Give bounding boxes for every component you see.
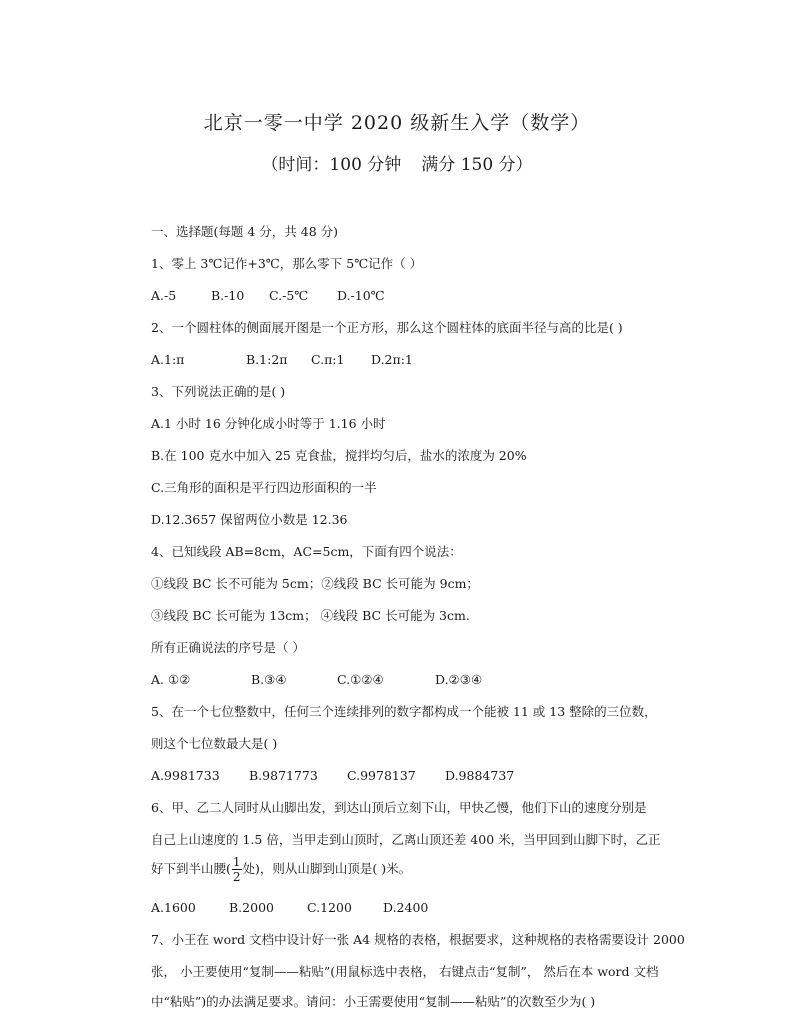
- exam-subtitle: [0, 150, 794, 175]
- option-b: B.-10: [211, 288, 245, 303]
- option-c: C.9978137: [347, 768, 416, 783]
- option-c: C.1200: [307, 900, 352, 915]
- fraction-one-half: [232, 856, 242, 883]
- option-d: D.-10℃: [337, 288, 385, 303]
- option-c: C.-5℃: [269, 288, 309, 303]
- option-a: A.-5: [151, 288, 177, 303]
- option-d: D.②③④: [435, 672, 483, 687]
- question-3-option-c: C.三角形的面积是平行四边形面积的一半: [151, 480, 377, 495]
- question-4-prompt: 所有正确说法的序号是（ ）: [151, 640, 305, 655]
- question-2-stem: 2、一个圆柱体的侧面展开图是一个正方形，那么这个圆柱体的底面半径与高的比是( ): [151, 320, 623, 335]
- question-4-statement-1: ①线段 BC 长不可能为 5cm；②线段 BC 长可能为 9cm；: [151, 576, 479, 591]
- question-7-stem-cont: 张， 小王要使用“复制——粘贴”(用鼠标选中表格， 右键点击“复制”， 然后在本 word 文档: [151, 964, 659, 979]
- option-a: A. ①②: [151, 672, 191, 687]
- fraction-numerator: 1: [232, 855, 241, 869]
- option-b: B.③④: [251, 672, 287, 687]
- option-a: A.1600: [151, 900, 196, 915]
- option-c: C.π:1: [311, 352, 345, 367]
- question-5-stem-cont: 则这个七位数最大是( ): [151, 736, 278, 751]
- question-4-statement-2: ③线段 BC 长可能为 13cm； ④线段 BC 长可能为 3cm.: [151, 608, 470, 623]
- option-a: A.9981733: [151, 768, 220, 783]
- option-d: D.2π:1: [371, 352, 413, 367]
- question-3-stem: 3、下列说法正确的是( ): [151, 384, 286, 399]
- question-4-stem: 4、已知线段 AB=8cm，AC=5cm，下面有四个说法：: [151, 544, 462, 559]
- option-d: D.2400: [383, 900, 429, 915]
- question-3-option-d: D.12.3657 保留两位小数是 12.36: [151, 512, 348, 527]
- question-1-stem: 1、零上 3℃记作+3℃，那么零下 5℃记作（ ）: [151, 256, 423, 271]
- question-3-option-b: B.在 100 克水中加入 25 克食盐，搅拌均匀后，盐水的浓度为 20%: [151, 448, 527, 463]
- fraction-line-pre: 好下到半山腰(: [151, 861, 231, 876]
- question-6-stem-cont: 自己上山速度的 1.5 倍，当甲走到山顶时，乙离山顶还差 400 米，当甲回到山脚下时，乙正: [151, 832, 661, 847]
- question-5-stem: 5、在一个七位整数中，任何三个连续排列的数字都构成一个能被 11 或 13 整除的三位数，: [151, 704, 657, 719]
- time-label: （时间：100 分钟: [261, 155, 402, 175]
- option-a: A.1:π: [151, 352, 185, 367]
- option-b: B.9871773: [249, 768, 318, 783]
- question-6-stem: 6、甲、乙二人同时从山脚出发，到达山顶后立刻下山，甲快乙慢，他们下山的速度分别是: [151, 800, 647, 815]
- question-3-option-a: A.1 小时 16 分钟化成小时等于 1.16 小时: [151, 416, 386, 431]
- fraction-line-post: 处)，则从山脚到山顶是( )米。: [242, 861, 412, 876]
- score-label: 满分 150 分）: [421, 155, 533, 175]
- option-b: B.2000: [229, 900, 274, 915]
- question-6-stem-fraction-line: [151, 856, 411, 883]
- fraction-denominator: 2: [232, 870, 241, 884]
- exam-title: 北京一零一中学 2020 级新生入学（数学）: [203, 112, 591, 134]
- option-c: C.①②④: [337, 672, 384, 687]
- option-d: D.9884737: [445, 768, 515, 783]
- question-7-stem-cont-2: 中“粘贴”)的办法满足要求。请问：小王需要使用“复制——粘贴”的次数至少为( ): [151, 994, 596, 1009]
- option-b: B.1:2π: [246, 352, 288, 367]
- section-heading: 一、选择题(每题 4 分，共 48 分): [151, 224, 339, 239]
- question-7-stem: 7、小王在 word 文档中设计好一张 A4 规格的表格，根据要求，这种规格的表格需要设计 2000: [151, 932, 685, 947]
